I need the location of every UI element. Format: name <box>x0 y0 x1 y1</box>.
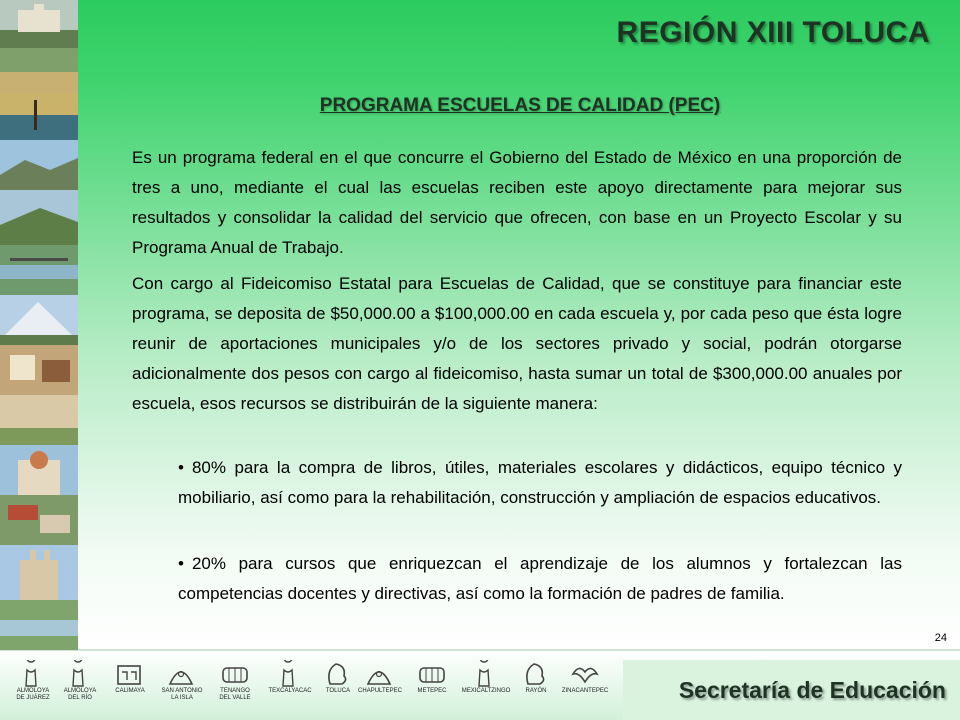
municipality-label: MEXICALTZINGO <box>461 688 511 694</box>
municipality-12 <box>559 660 611 695</box>
municipality-5 <box>209 660 261 702</box>
municipality-1 <box>7 660 59 702</box>
bullet-item <box>178 549 902 609</box>
paragraph-intro: Es un programa federal en el que concurre el Gobierno del Estado de México en una proporción de tres a uno, mediante el cual las escuelas reciben este apoyo directamente para mejorar sus resultados y consolidar la calidad del servicio que ofrecen, con base en un Proyecto Escolar y su Programa Anual de Trabajo. <box>132 148 902 257</box>
municipality-label: TEXCALYACAC <box>268 688 312 694</box>
glyph-figure-icon <box>276 660 304 688</box>
municipality-3 <box>104 660 156 695</box>
photo-hills-sky <box>0 140 78 190</box>
photo-arches <box>0 395 78 445</box>
municipality-10 <box>460 660 512 695</box>
photo-volcano <box>0 295 78 345</box>
glyph-head-icon <box>324 660 352 688</box>
bullet-dot: • <box>178 458 184 477</box>
municipality-label: CALIMAYA <box>115 688 145 694</box>
glyph-wall-icon <box>418 660 446 688</box>
bullet-text: 80% para la compra de libros, útiles, materiales escolares y didácticos, equipo técnico y mobiliario, así como para la rehabilitación, construcción y ampliación de espacios educativos. <box>178 458 902 507</box>
municipality-4 <box>156 660 208 702</box>
photo-town-valley <box>0 190 78 245</box>
glyph-house-icon <box>116 660 144 688</box>
photo-market-village <box>0 345 78 395</box>
bullet-text: 20% para cursos que enriquezcan el aprendizaje de los alumnos y fortalezcan las competencias docentes y directivas, así como la formación de padres de familia. <box>178 554 902 603</box>
photo-strip <box>0 0 78 650</box>
municipality-label: ALMOLOYA <box>63 688 97 694</box>
municipality-label: RAYÓN <box>525 688 547 694</box>
photo-church-dome <box>0 445 78 495</box>
glyph-head-icon <box>522 660 550 688</box>
photo-colonial-building <box>0 0 78 48</box>
bullet-item <box>178 453 902 513</box>
municipality-9 <box>406 660 458 695</box>
photo-lake-reeds <box>0 600 78 650</box>
municipality-label: ALMOLOYA <box>16 688 50 694</box>
municipality-11 <box>510 660 562 695</box>
glyph-figure-icon <box>66 660 94 688</box>
municipality-6 <box>264 660 316 695</box>
paragraph-funding: Con cargo al Fideicomiso Estatal para Escuelas de Calidad, que se constituye para financiar este programa, se deposita de $50,000.00 a $100,000.00 en cada escuela y, por cada peso que ésta logre reunir de aportaciones municipales y/o de los sectores privado y social, podrán otorgarse adicionalmente dos pesos con cargo al fideicomiso, hasta sumar un total de $300,000.00 anuales por escuela, esos recursos se distribuirán de la siguiente manera: <box>132 274 902 413</box>
glyph-figure-icon <box>472 660 500 688</box>
municipality-label: LA ISLA <box>171 695 193 701</box>
glyph-figure-icon <box>19 660 47 688</box>
municipality-label: DE JUÁREZ <box>16 695 50 701</box>
glyph-hill-icon <box>366 660 394 688</box>
region-title: REGIÓN XIII TOLUCA <box>616 16 930 49</box>
municipality-label: TENANGO <box>220 688 250 694</box>
municipality-label: DEL VALLE <box>219 695 251 701</box>
municipality-label: TOLUCA <box>325 688 351 694</box>
municipality-label: ZINACANTEPEC <box>561 688 609 694</box>
glyph-wall-icon <box>221 660 249 688</box>
bullet-dot: • <box>178 554 184 573</box>
municipality-label: DEL RÍO <box>68 695 92 701</box>
municipality-label: SAN ANTONIO <box>161 688 203 694</box>
municipality-2 <box>54 660 106 702</box>
page-heading: PROGRAMA ESCUELAS DE CALIDAD (PEC) <box>319 95 721 116</box>
photo-red-roofs <box>0 495 78 545</box>
municipality-label: CHAPULTEPEC <box>358 688 402 694</box>
glyph-bat-icon <box>571 660 599 688</box>
photo-bridge-river <box>0 245 78 295</box>
municipality-8 <box>354 660 406 695</box>
photo-cathedral <box>0 545 78 600</box>
page-number: 24 <box>934 632 947 644</box>
footer-brand: Secretaría de Educación <box>678 677 946 703</box>
photo-reeds-lake <box>0 48 78 93</box>
photo-boatman <box>0 93 78 140</box>
municipality-label: METEPEC <box>417 688 447 694</box>
glyph-hill-icon <box>168 660 196 688</box>
